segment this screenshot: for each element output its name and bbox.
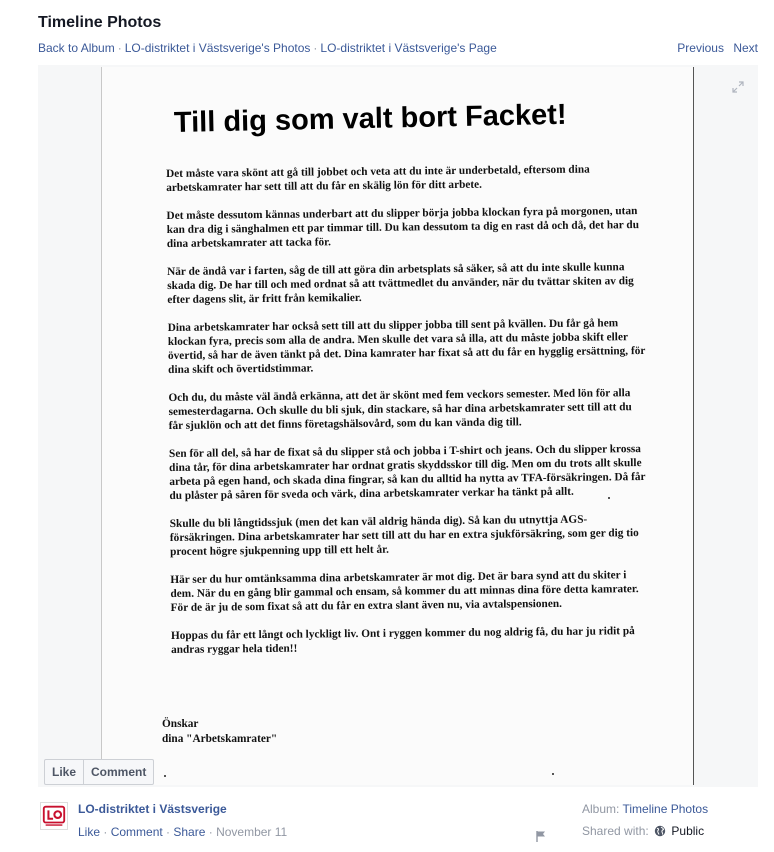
photo-actions — [44, 759, 154, 785]
globe-icon — [654, 825, 666, 837]
document-headline: Till dig som valt bort Facket! — [173, 98, 567, 139]
paragraph: Det måste dessutom kännas underbart att du slipper börja jobba klockan fyra på morgonen, utan kan dra dig i sänghalmen ett par timmar till. Du kan dessutom ta dig en rast då och då, det har du dina arbetskamrater att tacka för. — [166, 205, 640, 250]
signature-line: Önskar — [162, 718, 199, 730]
back-to-album-link[interactable]: Back to Album — [38, 41, 115, 55]
paragraph: Det måste vara skönt att gå till jobbet och veta att du inte är underbetald, eftersom dina arbetskamrater har sett till att du får en skälig lön för ditt arbete. — [166, 163, 590, 194]
shared-label: Shared with: — [582, 824, 649, 838]
breadcrumb — [38, 41, 497, 55]
like-link[interactable]: Like — [78, 825, 101, 839]
report-flag-icon[interactable] — [535, 830, 547, 842]
paragraph: När de ändå var i farten, såg de till att göra din arbetsplats så säker, så att du inte skulle kunna skada dig. De har till och med ordnat så att tvättmedlet du använder, när du tvättar skiten av dig efter dagens slit, är fritt från kemikalier. — [167, 261, 634, 306]
page-link[interactable]: LO-distriktet i Västsverige's Page — [320, 41, 497, 55]
share-link[interactable]: Share — [173, 825, 206, 839]
photos-link[interactable]: LO-distriktet i Västsverige's Photos — [124, 41, 311, 55]
paragraph: Och du, du måste väl ändå erkänna, att det är skönt med fem veckors semester. Med lön för alla semesterdagarna. Och skulle du bli sjuk, din stackare, så har dina arbetskamrater sett till att du får sjuklön och att det finns företagshälsovård, som du kan vända dig till. — [168, 387, 632, 432]
signature-line: dina "Arbetskamrater" — [162, 733, 278, 745]
like-button[interactable]: Like — [52, 765, 77, 779]
document-body — [166, 162, 651, 671]
album-link[interactable]: Timeline Photos — [622, 802, 709, 816]
privacy-value[interactable]: Public — [671, 824, 705, 838]
document-signature — [162, 717, 277, 747]
photo-document — [101, 67, 694, 785]
previous-link[interactable]: Previous — [677, 41, 724, 55]
separator: · — [117, 41, 122, 55]
expand-icon[interactable] — [732, 81, 744, 93]
album-info — [582, 802, 708, 816]
page-logo[interactable] — [40, 802, 68, 830]
separator: · — [313, 41, 318, 55]
scan-speck — [608, 497, 610, 499]
comment-button[interactable]: Comment — [83, 760, 153, 784]
paragraph: Sen för all del, så har de fixat så du slipper stå och jobba i T-shirt och jeans. Och du slipper krossa dina tår, för dina arbetskamrater har ordnat gratis skyddsskor till dig. Men om du trots allt skulle arbeta på egen hand, och skada dina fingrar, så kan du alltid ha nytta av TFA-försäkringen. Då får du plåster på såren för sveda och värk, dina arbetskamrater verkar ha tänkt på allt. — [168, 443, 646, 502]
paragraph: Hoppas du får ett långt och lyckligt liv. Ont i ryggen kommer du nog aldrig få, du har ju ridit på andras ryggar hela tiden!! — [170, 625, 635, 656]
post-meta: Like · Comment · Share · November 11 — [78, 825, 288, 839]
comment-link[interactable]: Comment — [110, 825, 163, 839]
page-title: Timeline Photos — [38, 14, 162, 31]
paragraph: Här ser du hur omtänksamma dina arbetskamrater är mot dig. Det är bara synd att du skiter i dem. När du en gång blir gammal och ensam, så kommer du att minnas dina före detta kamrater. För de är ju de som fixat så att du får en extra slant även nu, via avtalspensionen. — [170, 569, 639, 614]
pager — [671, 41, 758, 55]
owner-name-link[interactable]: LO-distriktet i Västsverige — [78, 802, 227, 816]
scan-speck — [552, 773, 554, 775]
next-link[interactable]: Next — [733, 41, 758, 55]
photo-stage[interactable] — [38, 65, 758, 787]
privacy-info — [582, 824, 704, 838]
album-label: Album: — [582, 802, 620, 816]
paragraph: Skulle du bli långtidssjuk (men det kan väl aldrig hända dig). Så kan du utnyttja AGS-försäkringen. Dina arbetskamrater har sett till att du har en extra sjukförsäkring, som ger dig tio procent högre sjukpenning upp till ett helt år. — [169, 513, 639, 558]
post-date[interactable]: November 11 — [216, 825, 288, 839]
paragraph: Dina arbetskamrater har också sett till att du slipper jobba till sent på kvällen. Du får gå hem klockan fyra, precis som alla de andra. Men skulle det vara så illa, att du måste jobba skift eller övertid, så har de även tänkt på det. Dina kamrater har fixat så att du får en hygglig ersättning, för dina skift och övertidstimmar. — [167, 317, 646, 376]
scan-speck — [164, 775, 166, 777]
